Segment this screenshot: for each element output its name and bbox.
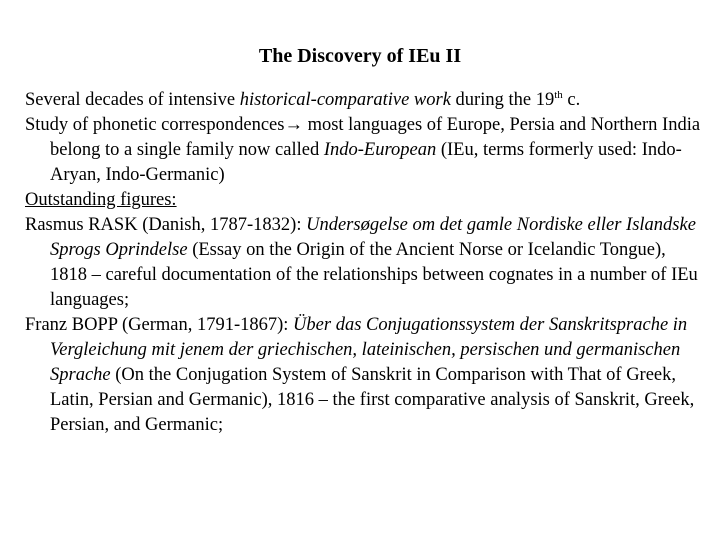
p2-italic-term: Indo-European <box>323 140 437 160</box>
paragraph-outstanding-figures <box>25 188 705 213</box>
p5-text-a: Franz BOPP (German, 1791-1867): <box>25 315 294 335</box>
p1-text-a: Several decades of intensive <box>25 90 240 110</box>
paragraph-rask <box>25 213 705 313</box>
p1-text-c: during the 19 <box>450 90 555 110</box>
p5-italic-title: Über das Conjugationssystem der Sanskritsprache in Vergleichung mit jenem der griechischen, lateinischen, persischen und germanischen Sprache <box>50 315 688 385</box>
p1-superscript: th <box>554 89 563 101</box>
p4-text-c: (Essay on the Origin of the Ancient Norse or Icelandic Tongue), 1818 – careful documentation of the relationships between cognates in a number of IEu languages; <box>50 240 698 310</box>
p1-text-d: c. <box>562 90 581 110</box>
p4-italic-title: Undersøgelse om det gamle Nordiske eller Islandske Sprogs Oprindelse <box>50 215 696 260</box>
outstanding-figures-heading: Outstanding figures: <box>25 190 177 210</box>
p2-text-c: (IEu, terms formerly used: Indo-Aryan, Indo-Germanic) <box>50 140 682 185</box>
slide-body <box>25 88 705 438</box>
paragraph-bopp <box>25 313 705 438</box>
p1-italic-term: historical-comparative work <box>239 90 451 110</box>
slide-title: The Discovery of IEu II <box>258 45 462 67</box>
p5-text-c: (On the Conjugation System of Sanskrit in Comparison with That of Greek, Latin, Persian and Germanic), 1816 – the first comparative analysis of Sanskrit, Greek, Persian, and Germanic; <box>50 365 695 435</box>
p4-text-a: Rasmus RASK (Danish, 1787-1832): <box>25 215 307 235</box>
paragraph-historical-comparative <box>25 88 705 113</box>
p2-text-a: Study of phonetic correspondences→ most languages of Europe, Persia and Northern India belong to a single family now called <box>25 115 701 160</box>
paragraph-phonetic-correspondences <box>25 113 705 188</box>
